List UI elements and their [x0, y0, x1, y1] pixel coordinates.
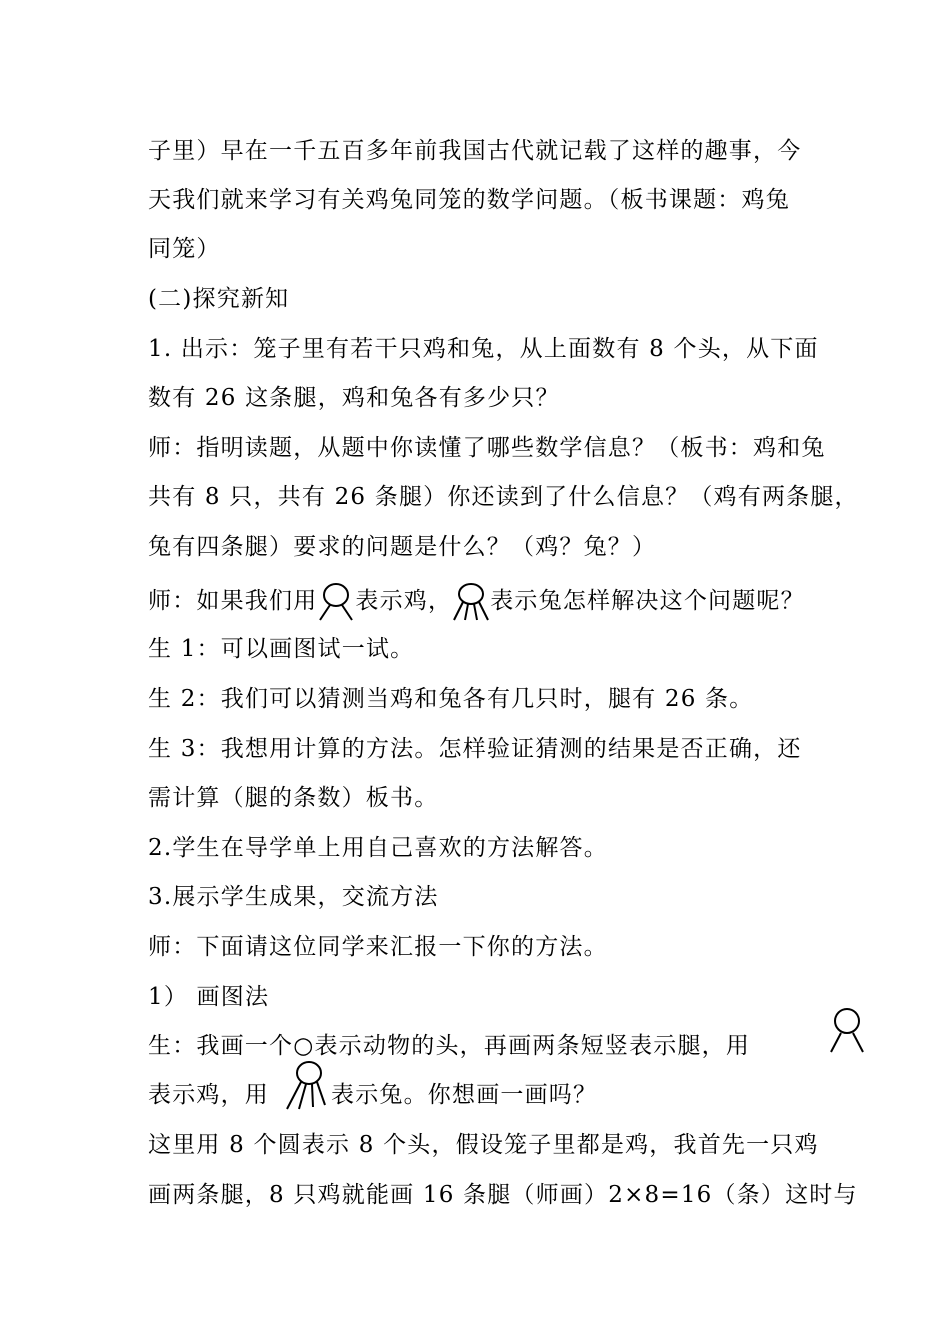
paragraph-line: 2.学生在导学单上用自己喜欢的方法解答。 [148, 835, 608, 861]
paragraph-line: 生：我画一个○表示动物的头，再画两条短竖表示腿，用 [148, 1033, 751, 1059]
paragraph-line: 天我们就来学习有关鸡兔同笼的数学问题。（板书课题：鸡兔 [148, 187, 790, 213]
text-segment: 师：如果我们用 [148, 588, 318, 614]
paragraph-line: 兔有四条腿）要求的问题是什么？（鸡？兔？） [148, 534, 657, 560]
paragraph-line: 生 3：我想用计算的方法。怎样验证猜测的结果是否正确，还 [148, 736, 802, 762]
paragraph-line: 画两条腿，8 只鸡就能画 16 条腿（师画）2×8=16（条）这时与 [148, 1182, 858, 1208]
paragraph-line: 生 1：可以画图试一试。 [148, 636, 415, 662]
text-segment: 表示兔怎样解决这个问题呢？ [490, 588, 805, 614]
paragraph-line: 生 2：我们可以猜测当鸡和兔各有几只时，腿有 26 条。 [148, 686, 754, 712]
text-segment: 表示兔。你想画一画吗？ [331, 1082, 598, 1108]
paragraph-line: 数有 26 这条腿，鸡和兔各有多少只？ [148, 385, 560, 411]
paragraph-line: 1. 出示：笼子里有若干只鸡和兔，从上面数有 8 个头，从下面 [148, 336, 819, 362]
text-segment: 表示鸡，用 [148, 1082, 269, 1108]
subheading: 1） 画图法 [148, 984, 270, 1010]
text-segment: 表示鸡， [355, 588, 453, 614]
paragraph-line: 子里）早在一千五百多年前我国古代就记载了这样的趣事，今 [148, 138, 802, 164]
paragraph-line-with-icons [148, 582, 838, 622]
paragraph-line: 3.展示学生成果，交流方法 [148, 884, 439, 910]
paragraph-line: 共有 8 只，共有 26 条腿）你还读到了什么信息？（鸡有两条腿， [148, 484, 859, 510]
paragraph-line: 这里用 8 个圆表示 8 个头，假设笼子里都是鸡，我首先一只鸡 [148, 1132, 819, 1158]
paragraph-line: 师：下面请这位同学来汇报一下你的方法。 [148, 934, 608, 960]
rabbit-icon [452, 582, 490, 622]
chicken-icon [317, 582, 355, 622]
paragraph-line: 需计算（腿的条数）板书。 [148, 785, 439, 811]
section-heading: (二)探究新知 [148, 286, 290, 312]
rabbit-icon [283, 1059, 331, 1111]
paragraph-line: 同笼） [148, 236, 221, 262]
paragraph-line: 师：指明读题，从题中你读懂了哪些数学信息？（板书：鸡和兔 [148, 435, 826, 461]
paragraph-line-with-icons [148, 1080, 838, 1111]
chicken-icon [828, 1006, 866, 1058]
